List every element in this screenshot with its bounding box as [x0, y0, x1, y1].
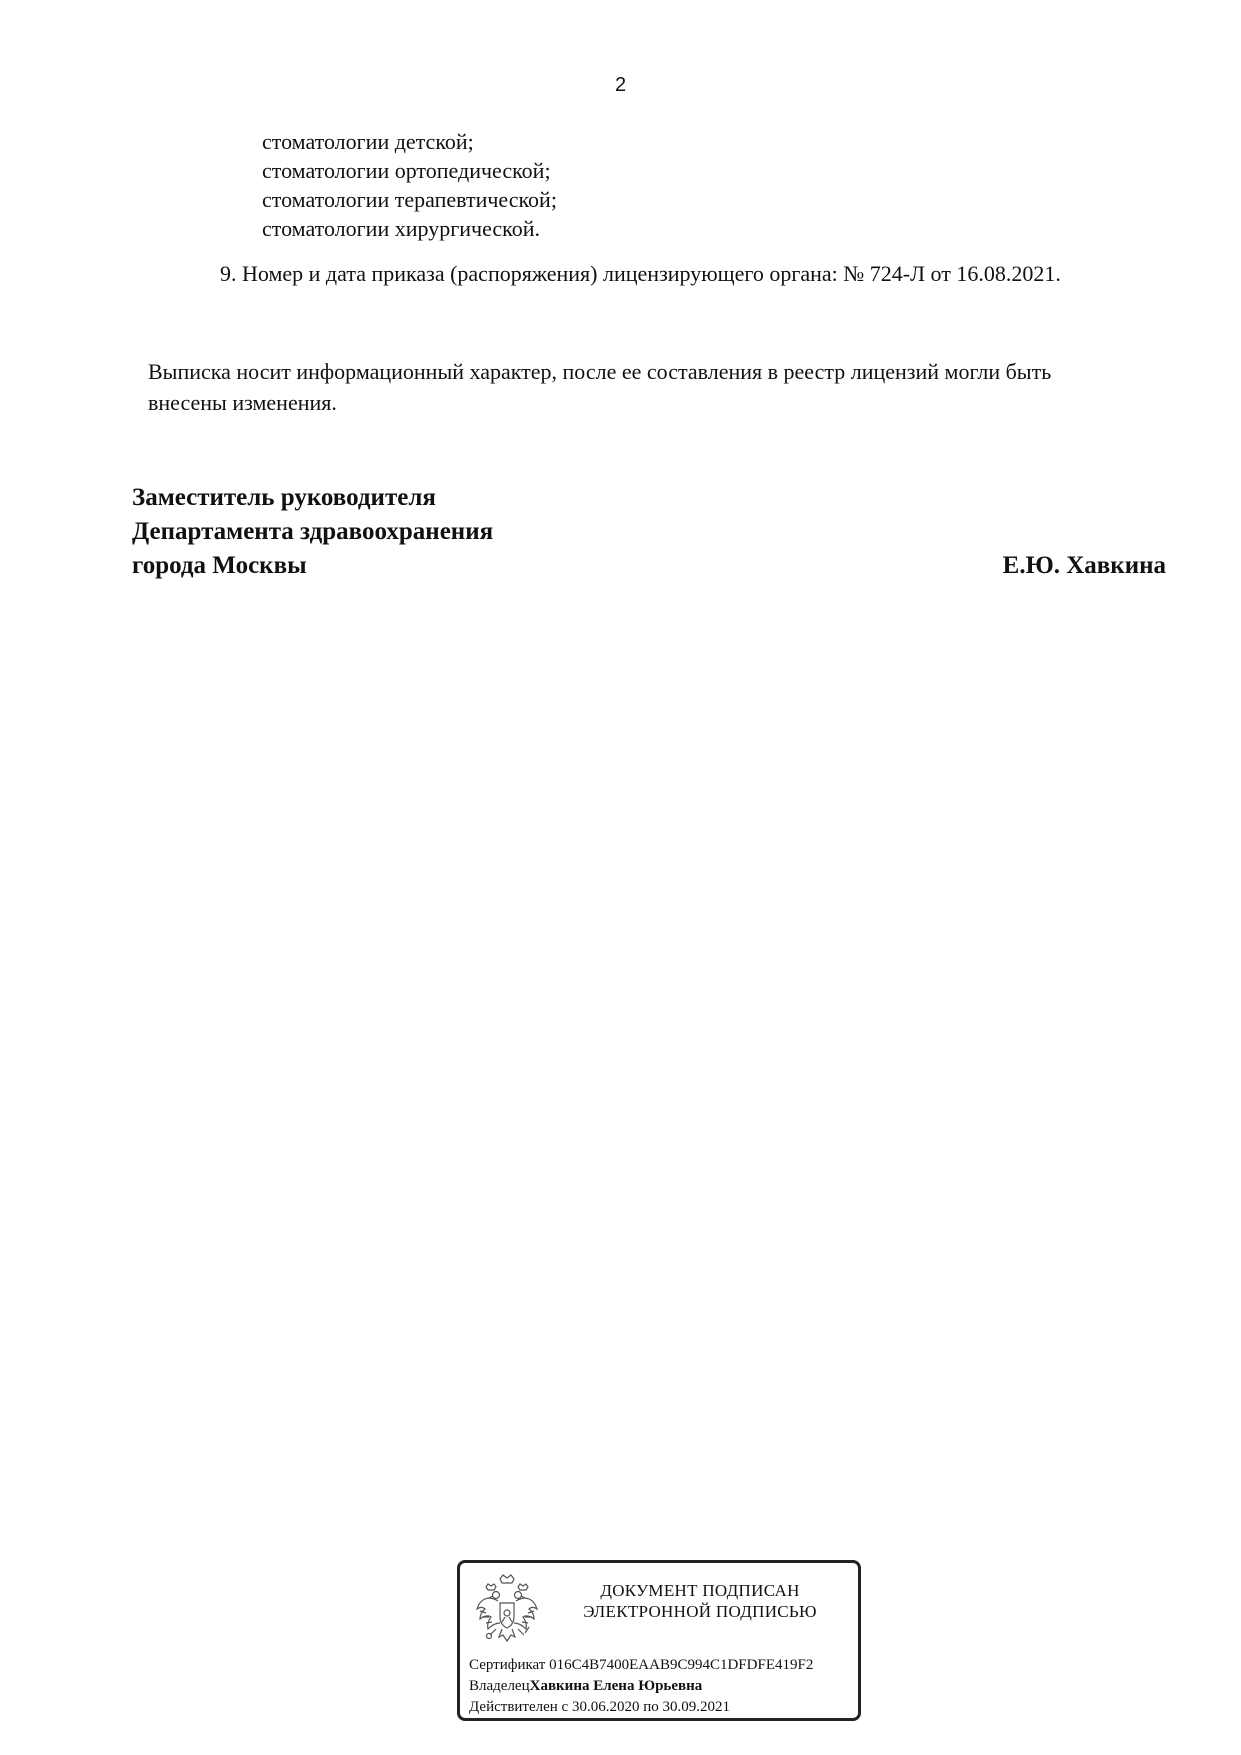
- certificate-label: Сертификат: [469, 1657, 546, 1673]
- stamp-details: [469, 1655, 813, 1718]
- note-line: Выписка носит информационный характер, после ее составления в реестр лицензий могли быть: [148, 359, 1052, 384]
- stamp-title-line: ЭЛЕКТРОННОЙ ПОДПИСЬЮ: [583, 1602, 817, 1621]
- order-number-paragraph: 9. Номер и дата приказа (распоряжения) лицензирующего органа: № 724-Л от 16.08.2021.: [220, 261, 1061, 286]
- signer-position-line: Заместитель руководителя: [132, 484, 436, 511]
- specialty-list: [262, 127, 557, 243]
- note-line: внесены изменения.: [148, 390, 337, 415]
- owner-label: Владелец: [469, 1678, 530, 1694]
- information-note: [148, 356, 1178, 418]
- signer-position-line: Департамента здравоохранения: [132, 518, 494, 545]
- signer-name: Е.Ю. Хавкина: [1002, 552, 1166, 579]
- validity-row: Действителен с 30.06.2020 по 30.09.2021: [469, 1699, 730, 1715]
- specialty-item: стоматологии ортопедической;: [262, 158, 551, 183]
- owner-name: Хавкина Елена Юрьевна: [529, 1678, 703, 1694]
- signer-position-line: города Москвы: [132, 552, 307, 579]
- certificate-number: 016C4B7400EAAB9C994C1DFDFE419F2: [549, 1657, 814, 1673]
- page-number: 2: [614, 74, 627, 96]
- owner-row: [469, 1676, 813, 1697]
- specialty-item: стоматологии хирургической.: [262, 216, 540, 241]
- specialty-item: стоматологии терапевтической;: [262, 187, 557, 212]
- signer-position: [132, 481, 493, 583]
- specialty-item: стоматологии детской;: [262, 129, 474, 154]
- certificate-row: [469, 1655, 813, 1676]
- stamp-title: [550, 1580, 850, 1622]
- electronic-signature-stamp: [457, 1560, 861, 1721]
- stamp-title-line: ДОКУМЕНТ ПОДПИСАН: [600, 1581, 800, 1600]
- russian-coat-of-arms-icon: [474, 1573, 540, 1653]
